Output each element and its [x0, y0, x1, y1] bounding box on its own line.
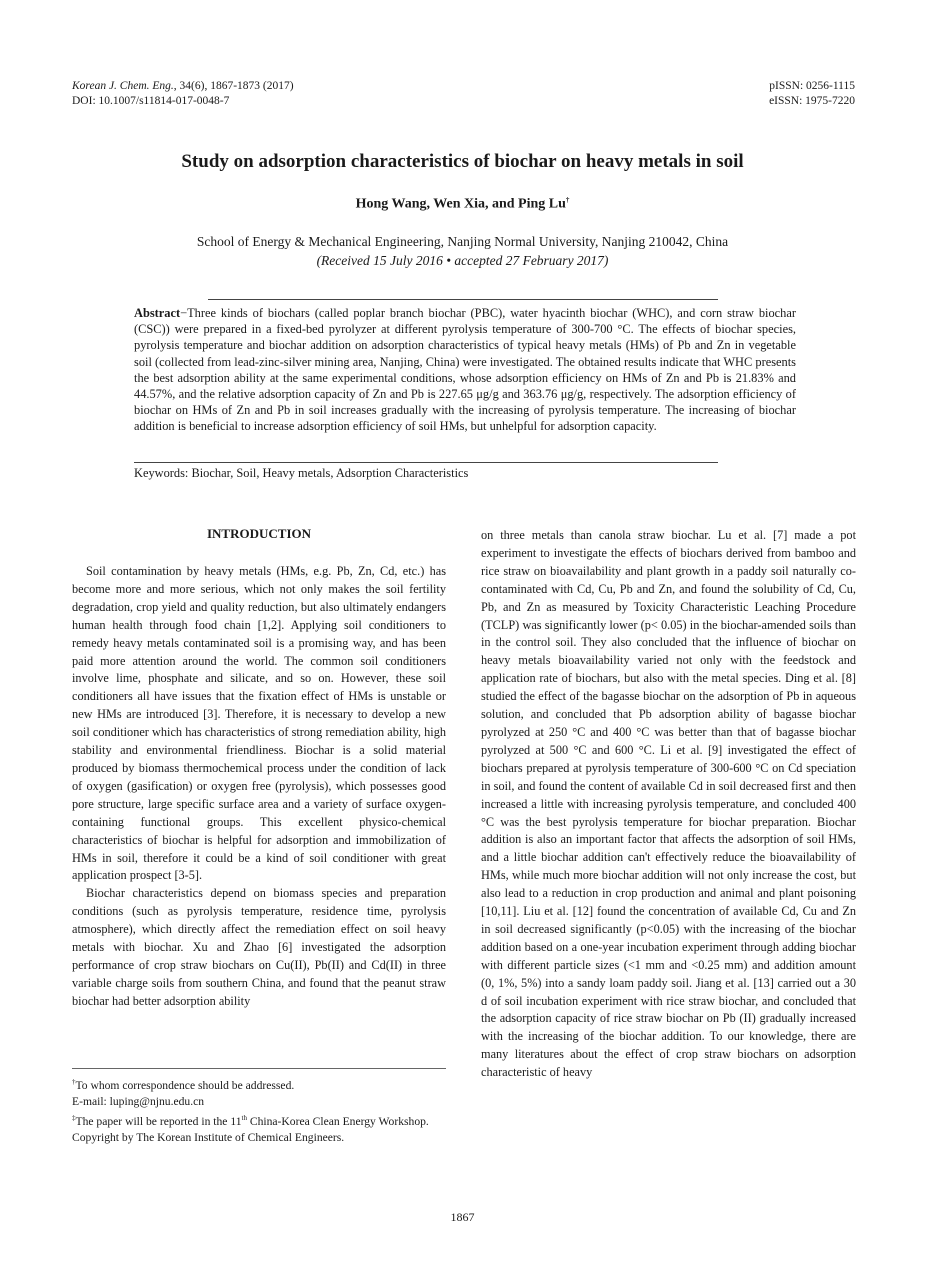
pissn: pISSN: 0256-1115 — [769, 80, 855, 92]
footnote-correspondence: †To whom correspondence should be addressed. — [72, 1078, 295, 1092]
section-heading-introduction: INTRODUCTION — [206, 526, 311, 541]
footnote-workshop: ‡The paper will be reported in the 11th China-Korea Clean Energy Workshop. — [72, 1114, 429, 1129]
authors — [0, 196, 925, 213]
abstract-top-rule — [208, 299, 718, 300]
author-names: Hong Wang, Wen Xia, and Ping Lu — [355, 196, 566, 212]
affiliation: School of Energy & Mechanical Engineering, Nanjing Normal University, Nanjing 210042, China — [196, 234, 729, 249]
footnote-rule — [72, 1068, 446, 1069]
journal-header — [72, 79, 294, 109]
keywords: Keywords: Biochar, Soil, Heavy metals, Adsorption Characteristics — [134, 466, 469, 480]
page-number: 1867 — [450, 1210, 475, 1224]
left-column — [72, 563, 446, 1011]
footnotes — [72, 1074, 446, 1147]
footnote-email: E-mail: luping@njnu.edu.cn — [72, 1095, 205, 1109]
paper-title: Study on adsorption characteristics of biochar on heavy metals in soil — [181, 151, 744, 172]
abstract-text: −Three kinds of biochars (called poplar branch biochar (PBC), water hyacinth biochar (WHC), and corn straw biochar (CSC)) were prepared in a fixed-bed pyrolyzer at different pyrolysis temperature of 300-700 °C. The effects of biochar species, pyrolysis temperature and biochar addition on adsorption characteristics of typical heavy metals (HMs) of Pb and Zn in vegetable soil (collected from lead-zinc-silver mining area, Nanjing, China) were investigated. The obtained results indicate that WHC presents the best adsorption ability at the same experimental conditions, whose adsorption efficiency on HMs of Zn and Pb is 21.83% and 44.57%, and the relative adsorption capacity of Zn and Pb is 227.65 μg/g and 363.76 μg/g, respectively. The adsorption efficiency of biochar on HMs of Zn and Pb in soil increases gradually with the increasing of pyrolysis temperature. The increasing of biochar addition is beneficial to increase adsorption efficiency of soil HMs, but unhelpful for adsorption capacity. — [134, 306, 796, 434]
author-mark: † — [565, 196, 570, 204]
footnote-copyright: Copyright by The Korean Institute of Chemical Engineers. — [72, 1131, 345, 1145]
abstract-bottom-rule — [134, 462, 718, 463]
issn-header — [769, 79, 855, 109]
footnote-mark-double-dagger: ‡ — [72, 1114, 76, 1123]
right-column — [481, 527, 856, 1082]
received-dates: (Received 15 July 2016 • accepted 27 February 2017) — [316, 253, 609, 268]
intro-paragraph-1: Soil contamination by heavy metals (HMs, e.g. Pb, Zn, Cd, etc.) has become more and more serious, which not only makes the soil fertility degradation, crop yield and quality reduction, but also ultimately endangers human health through food chain [1,2]. Applying soil conditioners to remedy heavy metals contaminated soil is a promising way, and has been paid more attention around the world. The common soil conditioners involve lime, phosphate and silicate, and so on. However, these soil conditioners all have issues that the fixation effect of HMs is unstable or new HMs are introduced [3]. Therefore, it is necessary to develop a new soil conditioner which has characteristics of strong remediation ability, high stability and environmental friendliness. Biochar is a solid material produced by biomass thermochemical process under the condition of lack of oxygen (gasification) or oxygen free (pyrolysis), which possesses good pore structure, large specific surface area and a variety of surface oxygen-containing functional groups. This excellent physico-chemical characteristics of biochar is helpful for adsorption and immobilization of HMs in soil, therefore it could be a kind of soil conditioner with great application prospect [3-5]. — [72, 564, 446, 883]
abstract — [134, 305, 796, 435]
intro-paragraph-2: Biochar characteristics depend on biomass species and preparation conditions (such as pyrolysis temperature, residence time, pyrolysis atmosphere), which directly affect the remediation effect on soil heavy metals with biochar. Xu and Zhao [6] investigated the adsorption performance of crop straw biochars on Cu(II), Pb(II) and Cd(II) in three variable charge soils from southern China, and found that the peanut straw biochar had better adsorption ability — [72, 886, 446, 1008]
eissn: eISSN: 1975-7220 — [769, 95, 855, 107]
abstract-label: Abstract — [134, 306, 181, 320]
footnote-mark-dagger: † — [72, 1078, 76, 1086]
affiliation-block — [0, 232, 925, 270]
journal-citation: , 34(6), 1867-1873 (2017) — [173, 80, 294, 92]
right-column-paragraph: on three metals than canola straw biochar. Lu et al. [7] made a pot experiment to investigate the effects of biochars derived from bamboo and rice straw on bioavailability and plant growth in a paddy soil naturally co-contaminated with Cd, Cu, Pb and Zn, and found the solubility of Cd, Cu, Pb, and Zn as measured by Toxicity Characteristic Leaching Procedure (TCLP) was significantly lower (p< 0.05) in the biochar-amended soils than in the control soil. They also concluded that the influence of biochar on heavy metals bioavailability varied not only with the feedstock and application rate of biochars, but also with the metal species. Ding et al. [8] studied the effect of the bagasse biochar on the adsorption of Pb in aqueous solution, and concluded that Pb adsorption ability of bagasse biochar pyrolyzed at 250 °C and 400 °C was better than that of bagasse biochar pyrolyzed at 500 °C and 600 °C. Li et al. [9] investigated the effect of biochars prepared at pyrolysis temperature of 300-600 °C on Cd speciation in soil, and found the content of available Cd in soil decreased first and then increased a little with increasing pyrolysis temperature, and concluded 400 °C was the best pyrolysis temperature for biochar preparation. Biochar addition is also an important factor that affects the adsorption of soil HMs, and a little biochar addition can't effectively reduce the bioavailability of HMs, while much more biochar addition will not only increase the cost, but also lead to a reduction in crop production and animal and plant poisoning [10,11]. Liu et al. [12] found the concentration of available Cd, Cu and Zn in soil decreased significantly (p<0.05) with the increasing of the biochar addition based on a one-year incubation experiment through adding biochar with different particle sizes (<1 mm and <0.25 mm) and addition amount (0, 1%, 5%) into a sandy loam paddy soil. Jiang et al. [13] carried out a 30 d of soil incubation experiment with rice straw biochar, and concluded that the adsorption capacity of rice straw biochar on Pb (II) gradually increased with the increasing of the biochar addition. To our knowledge, there are many literatures about the effect of crop straw biochars on adsorption characteristic of heavy — [481, 528, 856, 1080]
doi: DOI: 10.1007/s11814-017-0048-7 — [72, 95, 230, 107]
journal-name: Korean J. Chem. Eng. — [72, 80, 174, 92]
